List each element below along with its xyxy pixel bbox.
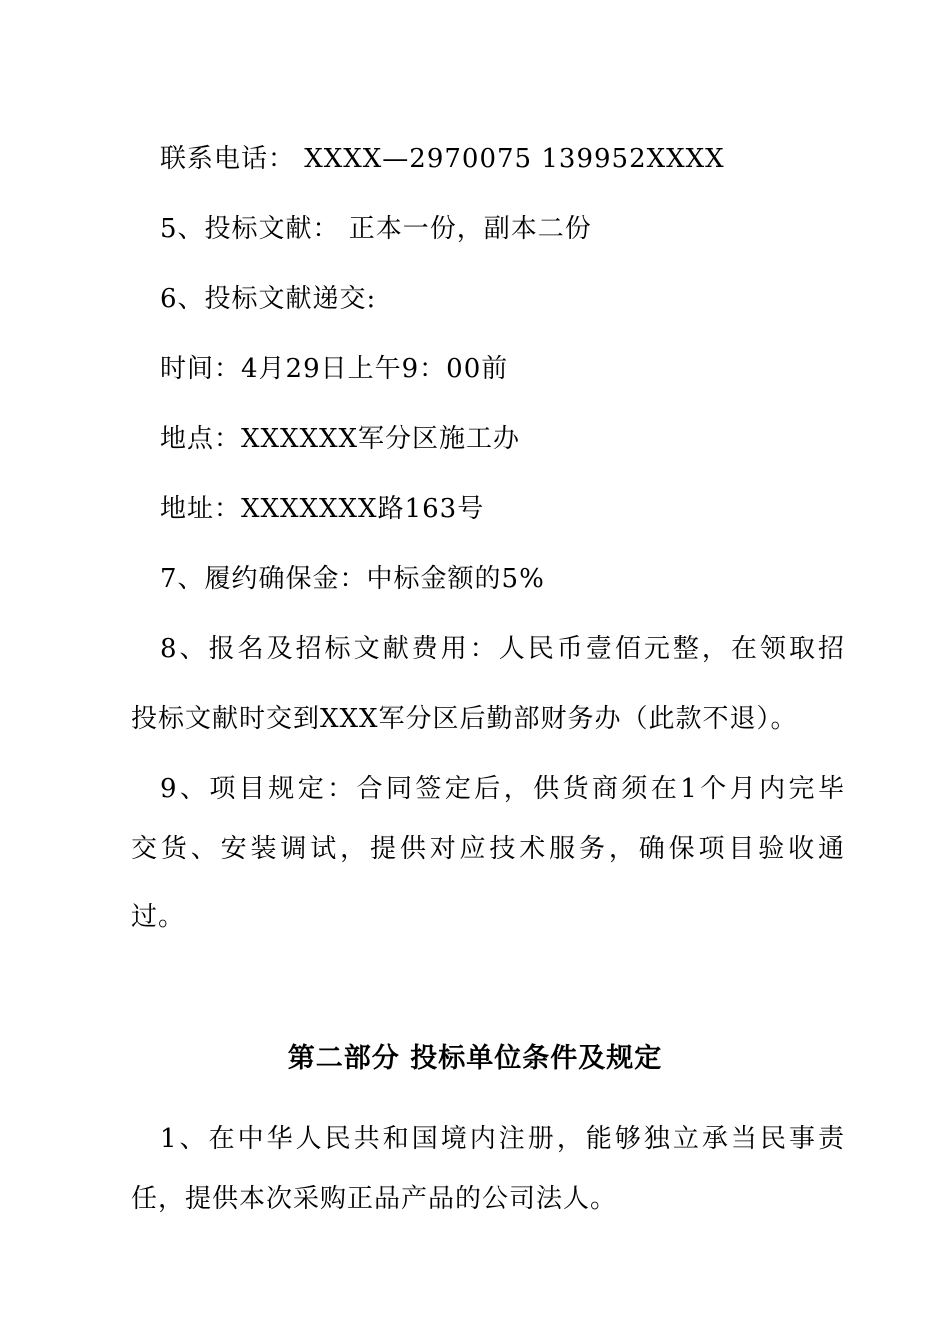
item-8-fee-line-1: 8、报名及招标文献费用：人民币壹佰元整，在领取招 (160, 634, 845, 664)
condition-1-line-1: 1、在中华人民共和国境内注册，能够独立承当民事责 (160, 1124, 845, 1154)
item-6-submission: 6、投标文献递交: (160, 284, 377, 314)
submission-address: 地址：XXXXXXX路163号 (160, 494, 485, 524)
item-8-fee-line-2: 投标文献时交到XXX军分区后勤部财务办（此款不退）。 (131, 704, 798, 734)
part-2-heading: 第二部分 投标单位条件及规定 (287, 1043, 663, 1074)
condition-1-line-2: 任，提供本次采购正品产品的公司法人。 (131, 1184, 618, 1214)
contact-phone-line: 联系电话： XXXX—2970075 139952XXXX (160, 144, 725, 174)
item-9-requirements-line-1: 9、项目规定：合同签定后，供货商须在1个月内完毕 (160, 774, 845, 804)
item-5-bid-documents: 5、投标文献： 正本一份，副本二份 (160, 214, 592, 244)
submission-time: 时间：4月29日上午9：00前 (160, 354, 509, 384)
item-7-performance-bond: 7、履约确保金：中标金额的5% (160, 564, 545, 594)
submission-place: 地点：XXXXXX军分区施工办 (160, 424, 521, 454)
item-9-requirements-line-2: 交货、安装调试，提供对应技术服务，确保项目验收通 (131, 834, 845, 864)
item-9-requirements-line-3: 过。 (131, 902, 186, 932)
